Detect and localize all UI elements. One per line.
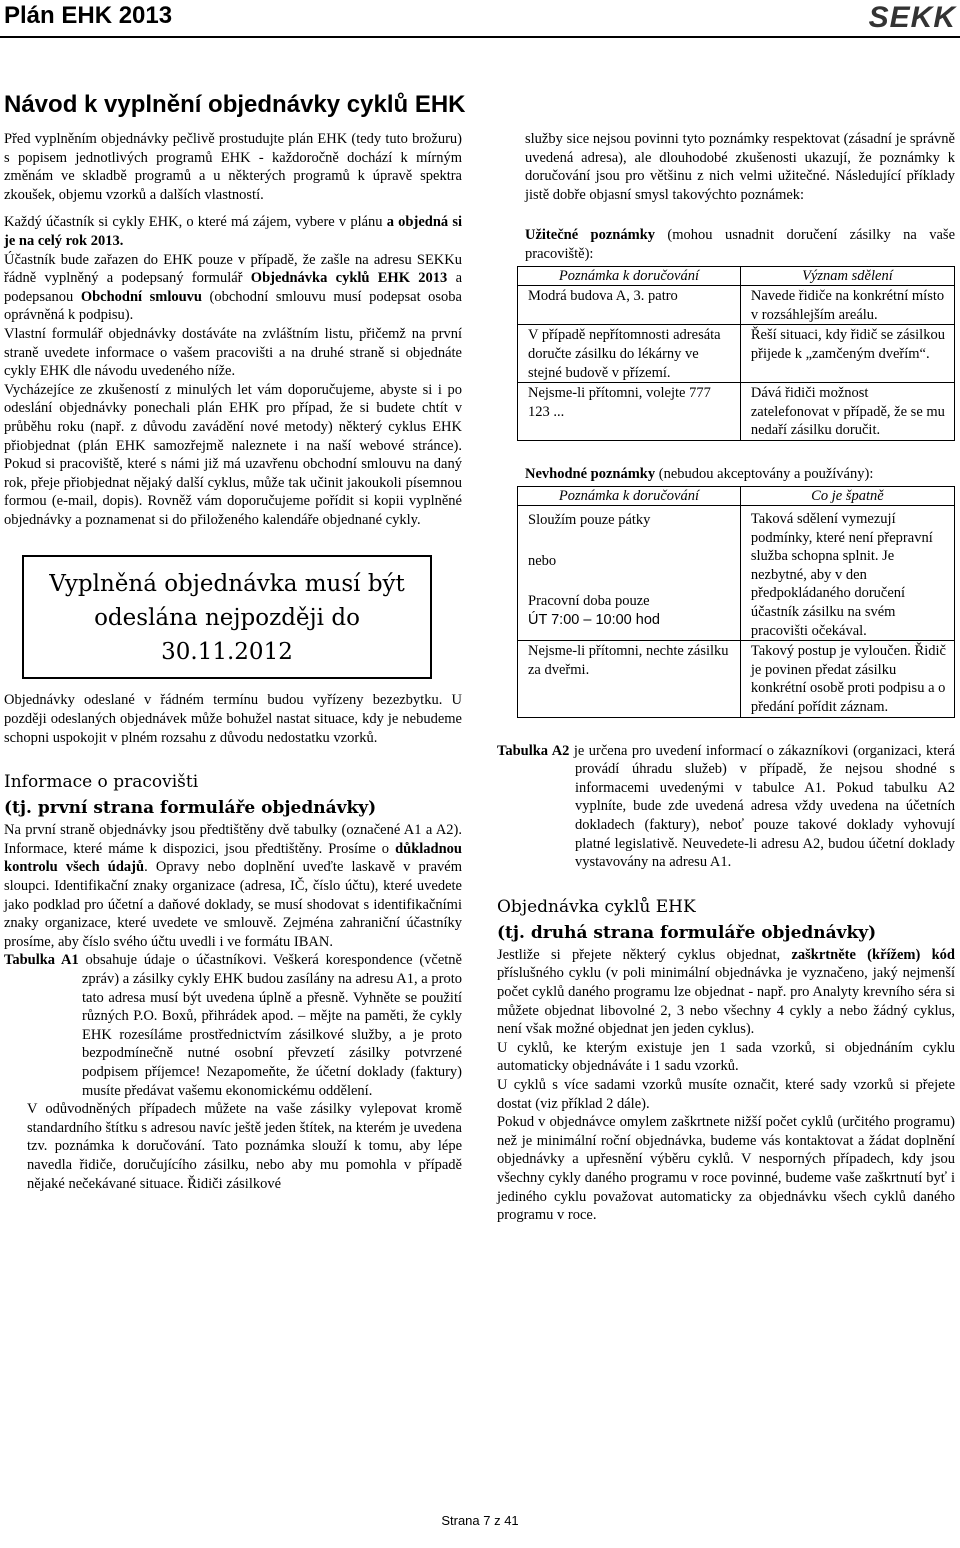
minimum-order-paragraph: Pokud v objednávce omylem zaškrtnete nižší počet cyklů (určitého programu) než je minimální roční objednávka, budeme vás kontaktovat a žádat doplnění objednávky a upřesnění výběru cyklů. V nesporných případech, kdy jsou všechny cykly daného programu v roce povinné, budeme vaše zaškrtnutí byť i jediného cyklu považovat automaticky za objednávku všech cyklů daného programu v roce. bbox=[497, 1114, 955, 1224]
select-paragraph: Každý účastník si cykly EHK, o které má zájem, vybere v plánu a objedná si je na celý rok 2013. bbox=[4, 214, 462, 249]
bad-notes-intro: Nevhodné poznámky (nebudou akceptovány a používány): bbox=[525, 465, 874, 482]
delivery-note-paragraph: V odůvodněných případech můžete na vaše zásilky vylepovat kromě standardního štítku s adresou navíc ještě jeden štítek, na kterém je uvedena tzv. poznámka k doručování. Tato poznámka slouží k tomu, aby lépe navedla řidiče, doručujícího zásilku, nebo aby mu pomohla v případě nějaké nečekávané situace. Řidiči zásilkové bbox=[27, 1101, 462, 1192]
table-header: Význam sdělení bbox=[740, 266, 954, 286]
section-subheading-order: (tj. druhá strana formuláře objednávky) bbox=[497, 922, 877, 943]
table-header: Poznámka k doručování bbox=[518, 486, 741, 506]
useful-notes-table bbox=[517, 266, 955, 441]
header-rule bbox=[0, 36, 960, 38]
multi-set-paragraph: U cyklů s více sadami vzorků musíte označit, které sady vzorků si přejete dostat (viz příklad 2 dále). bbox=[497, 1076, 955, 1112]
intro-paragraph: Před vyplněním objednávky pečlivě prostudujte plán EHK (tedy tuto brožuru) s popisem jednotlivých programů EHK - každoročně dochází k mírným změnám ve skladbě programů a u některých programů k úpravě spektra zkoušek, objemu vzorků a dalších vlastností. bbox=[4, 131, 462, 203]
page-header bbox=[0, 0, 960, 36]
bad-notes-table bbox=[517, 486, 955, 718]
table-row: Nejsme-li přítomni, volejte 777 123 ... Dává řidiči možnost zatelefonovat v případě, že se mu nedaří zásilku doručit. bbox=[518, 383, 955, 441]
first-page-paragraph: Na první straně objednávky jsou předtištěny dvě tabulky (označené A1 a A2). Informace, které máme k dispozici, jsou předtištěny. Prosíme o důkladnou kontrolu všech údajů. Opravy nebo doplnění uveďte laskavě v pravém sloupci. Identifikační znaky organizace (adresa, IČ, číslo účtu), které uvedete jako podklad pro účetní a daňové doklady, se musí shodovat s identifikačními znaky organizace, které uvedete ve smlouvě. Zejména zahraniční účastníky prosíme, aby číslo svého účtu uvedli i ve formátu IBAN. bbox=[4, 822, 462, 950]
left-column bbox=[4, 130, 462, 1193]
form-paragraph: Vlastní formulář objednávky dostáváte na zvláštním listu, přičemž na první straně uvedete informace o vašem pracovišti a na druhé straně si objednáte cykly EHK dle návodu uvedeného níže. bbox=[4, 325, 462, 380]
sekk-logo: SEKK bbox=[868, 1, 956, 34]
deadline-callout: Vyplněná objednávka musí být odeslána nejpozději do 30.11.2012 bbox=[22, 555, 432, 679]
table-row: Modrá budova A, 3. patro Navede řidiče na konkrétní místo v rozsáhlejším areálu. bbox=[518, 286, 955, 325]
table-row: V případě nepřítomnosti adresáta doručte zásilku do lékárny ve stejné budově v přízemí. Řeší situaci, kdy řidič se zásilkou přijede k „zamčeným dveřím“. bbox=[518, 325, 955, 383]
table-a1-paragraph: Tabulka A1 obsahuje údaje o účastníkovi. Veškerá korespondence (včetně zpráv) a zásilky cykly EHK budou zasílány na adresu A1, a proto tato adresa musí být uvedena úplně a přesně. Vyhněte se použití různých P.O. Boxů, přihrádek apod. – mějte na paměti, že cykly EHK rozesíláme prostřednictvím zásilkové služby, a je proto bezpodmínečně nutné osobní převzetí zásilky potvrzené podpisem příjemce! Nezapomeňte, že účetní doklady (faktury) musíte předávat vašemu ekonomickému oddělení. bbox=[4, 952, 462, 1099]
table-row: Nejsme-li přítomni, nechte zásilku za dveřmi. Takový postup je vyloučen. Řidič je povinen předat zásilku konkrétní osobě proti podpisu a o předání pořídit záznam. bbox=[518, 641, 955, 717]
section-heading-order: Objednávka cyklů EHK bbox=[497, 896, 696, 917]
order-paragraph: Jestliže si přejete některý cyklus objednat, zaškrtněte (křížem) kód příslušného cyklu (v poli minimální objednávka je vyznačeno, jaký nejmenší počet cyklů daného programu lze objednat - např. pro Analyty krevního séra si můžete objednat libovolné 2, 3 nebo všechny 4 cykly a nebo žádný cyklus, není však možné objednat jen jeden cyklus). bbox=[497, 946, 955, 1038]
page-heading: Návod k vyplnění objednávky cyklů EHK bbox=[4, 91, 466, 118]
right-column bbox=[497, 130, 955, 1225]
table-header: Poznámka k doručování bbox=[518, 266, 741, 286]
useful-notes-intro: Užitečné poznámky (mohou usnadnit doručení zásilky na vaše pracoviště): bbox=[525, 227, 956, 262]
enrollment-paragraph: Účastník bude zařazen do EHK pouze v případě, že zašle na adresu SEKKu řádně vyplněný a podepsaný formulář Objednávka cyklů EHK 2013 a podepsanou Obchodní smlouvu (obchodní smlouvu musí podepsat osoba oprávněná k podpisu). bbox=[4, 251, 463, 324]
table-header: Co je špatně bbox=[740, 486, 954, 506]
advice-paragraph: Vycházejíce ze zkušeností z minulých let vám doporučujeme, abyste si i po odeslání objednávky ponechali plán EHK pro případ, že si budete chtít v průběhu roku (např. z důvodu zavádění nové metody) některý cyklus EHK přiobjednat (plán EHK samozřejmě naleznete i na naší webové stránce). Pokud si pracoviště, které s námi již má uzavřenu obchodní smlouvu na daný rok, přeje přiobjednat nějaký další cyklus, může tak učinit jakoukoli písemnou formou (e-mail, dopis). Rovněž vám doporučujeme pořídit si kopii vyplněné objednávky a poznamenat si do přiloženého kalendáře objednané cykly. bbox=[4, 381, 462, 528]
single-set-paragraph: U cyklů, ke kterým existuje jen 1 sada vzorků, si objednáním cyklu automaticky objednáváte i 1 sadu vzorků. bbox=[497, 1039, 955, 1075]
table-a2-paragraph: Tabulka A2 je určena pro uvedení informací o zákazníkovi (organizaci, která provádí úhradu služeb) v případě, že nejsou shodné s informacemi uvedenými v tabulce A1. Pokud tabulku A2 vyplníte, bude zde uvedená adresa vždy uvedena na účetních dokladech (faktury), neboť pouze takové doklady vyhovují platné legislativě. Neuvedete-li adresu A2, budou účetní doklady vystavovány na adresu A1. bbox=[497, 742, 956, 871]
table-row: Sloužím pouze pátky nebo Pracovní doba pouze ÚT 7:00 – 10:00 hod Taková sdělení vymezují podmínky, které není přepravní služba schopna splnit. Je nezbytné, aby v den předpokládaného doručení účastník zásilku na svém pracovišti očekával. bbox=[518, 506, 955, 641]
courier-paragraph: služby sice nejsou povinni tyto poznámky respektovat (zásadní je správně uvedená adresa), ale dlouhodobé zkušenosti ukazují, že poznámky k doručování jsou pro většinu z nich velmi užitečné. Následující příklady jistě dobře objasní smysl takovýchto poznámek: bbox=[525, 131, 955, 203]
header-title: Plán EHK 2013 bbox=[4, 2, 173, 29]
late-orders-paragraph: Objednávky odeslané v řádném termínu budou vyřízeny bezezbytku. U později odeslaných objednávek může bohužel nastat situace, kdy je nebudeme schopni uspokojit v plném rozsahu z důvodu nedostatku vzorků. bbox=[4, 692, 462, 746]
section-heading-workplace: Informace o pracovišti bbox=[4, 772, 199, 793]
section-subheading-workplace: (tj. první strana formuláře objednávky) bbox=[4, 798, 377, 819]
page-footer: Strana 7 z 41 bbox=[441, 1513, 519, 1528]
